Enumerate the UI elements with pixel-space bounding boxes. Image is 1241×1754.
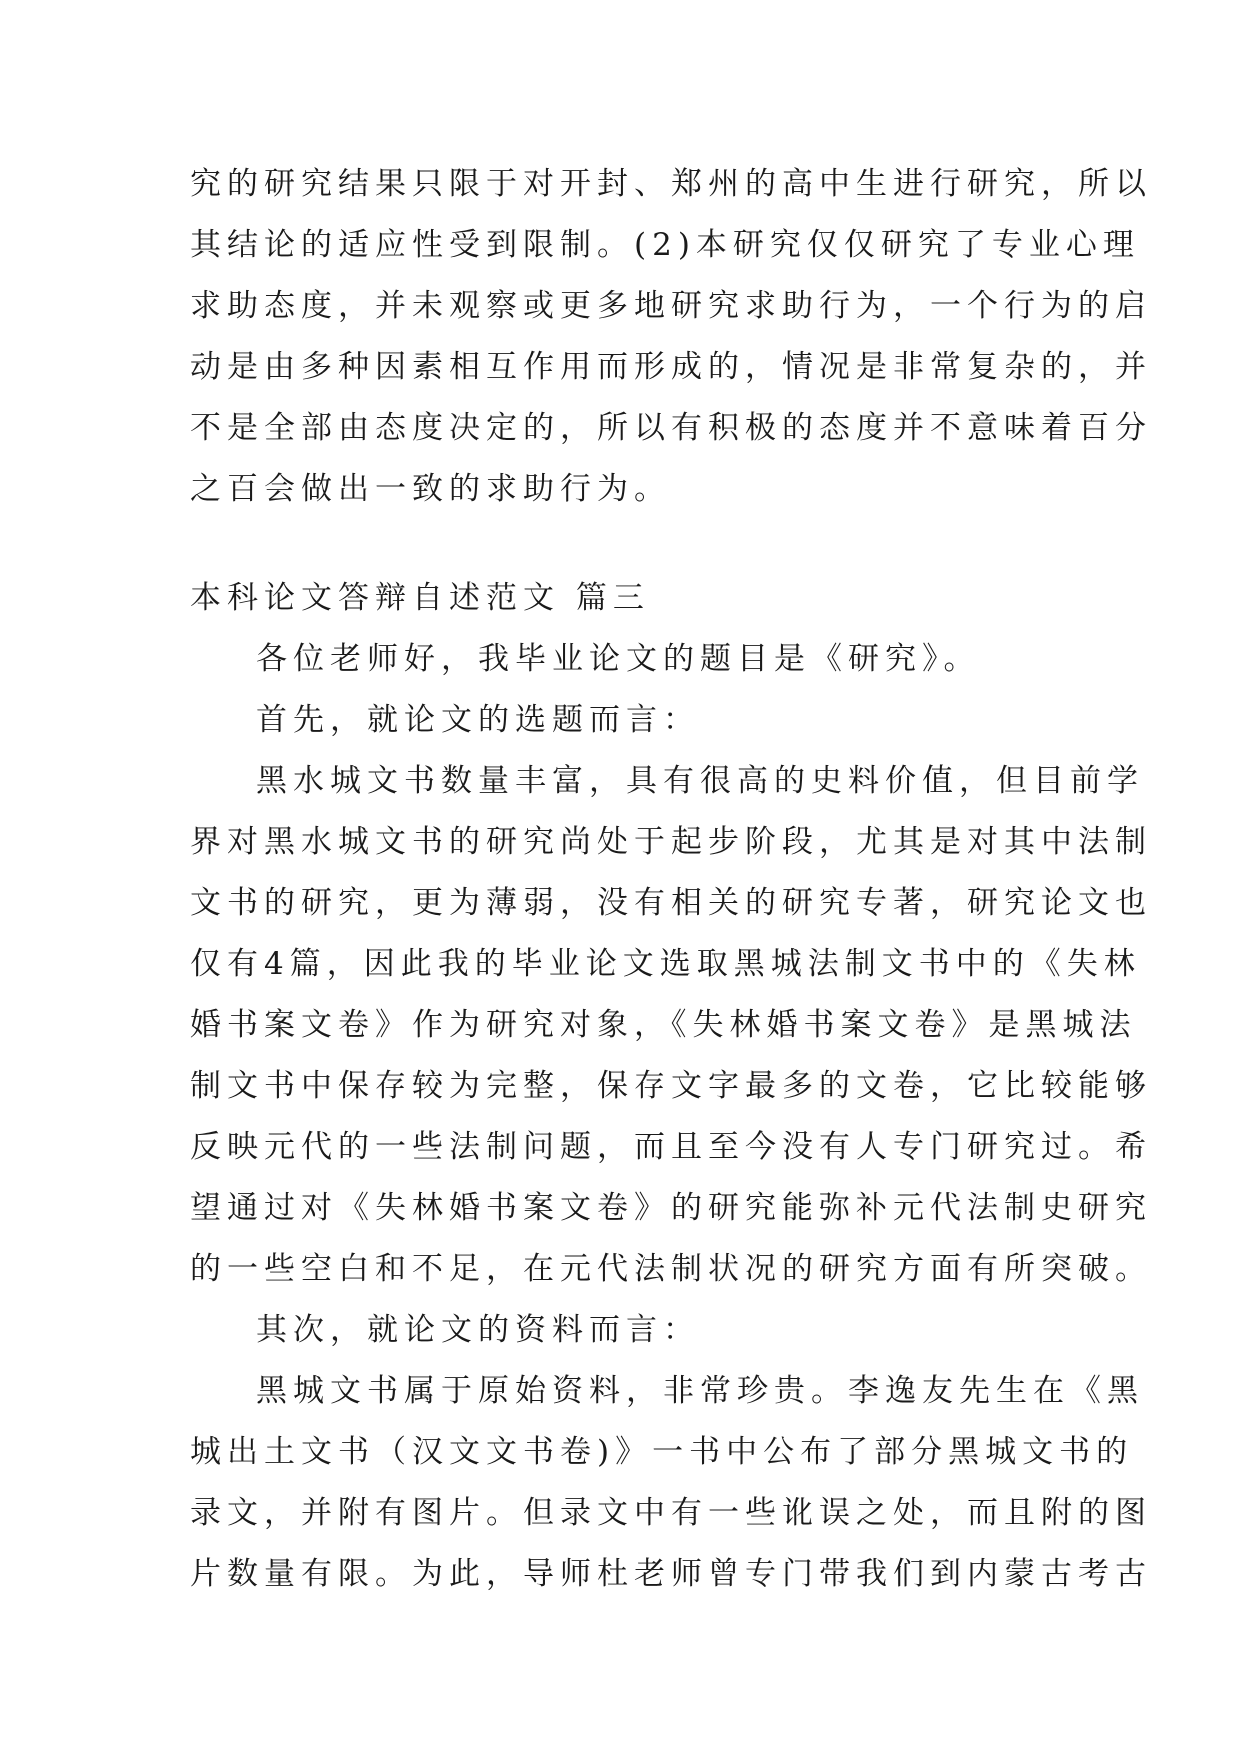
text-line: 望通过对《失林婚书案文卷》的研究能弥补元代法制史研究 [190, 1190, 1152, 1226]
topic-paragraph [190, 751, 1152, 1300]
topic-intro-line: 首先，就论文的选题而言： [256, 702, 700, 738]
material-paragraph [190, 1361, 1152, 1605]
text-line: 反映元代的一些法制问题，而且至今没有人专门研究过。希 [190, 1129, 1152, 1165]
material-intro-line: 其次，就论文的资料而言： [256, 1312, 700, 1348]
text-line: 求助态度，并未观察或更多地研究求助行为，一个行为的启 [190, 288, 1152, 324]
text-line: 黑水城文书数量丰富，具有很高的史料价值，但目前学 [256, 763, 1144, 799]
text-line: 制文书中保存较为完整，保存文字最多的文卷，它比较能够 [190, 1068, 1152, 1104]
text-line: 不是全部由态度决定的，所以有积极的态度并不意味着百分 [190, 410, 1152, 446]
continued-paragraph [190, 154, 1152, 520]
text-line: 之百会做出一致的求助行为。 [190, 471, 671, 507]
text-line: 动是由多种因素相互作用而形成的，情况是非常复杂的，并 [190, 349, 1152, 385]
text-line: 片数量有限。为此，导师杜老师曾专门带我们到内蒙古考古 [190, 1556, 1152, 1592]
section-body [190, 629, 1152, 1605]
text-line: 究的研究结果只限于对开封、郑州的高中生进行研究，所以 [190, 166, 1152, 202]
section-heading: 本科论文答辩自述范文 篇三 [190, 580, 650, 616]
text-line: 界对黑水城文书的研究尚处于起步阶段，尤其是对其中法制 [190, 824, 1152, 860]
text-line: 文书的研究，更为薄弱，没有相关的研究专著，研究论文也 [190, 885, 1152, 921]
text-line: 其结论的适应性受到限制。(2)本研究仅仅研究了专业心理 [190, 227, 1140, 263]
text-line: 城出土文书（汉文文书卷)》一书中公布了部分黑城文书的 [190, 1434, 1134, 1470]
text-line: 录文，并附有图片。但录文中有一些讹误之处，而且附的图 [190, 1495, 1152, 1531]
text-line: 黑城文书属于原始资料，非常珍贵。李逸友先生在《黑 [256, 1373, 1144, 1409]
text-line: 婚书案文卷》作为研究对象，《失林婚书案文卷》是黑城法 [190, 1007, 1137, 1043]
text-line: 仅有4篇，因此我的毕业论文选取黑城法制文书中的《失林 [190, 946, 1141, 982]
text-line: 的一些空白和不足，在元代法制状况的研究方面有所突破。 [190, 1251, 1152, 1287]
greeting-line: 各位老师好，我毕业论文的题目是《研究》。 [256, 641, 981, 677]
